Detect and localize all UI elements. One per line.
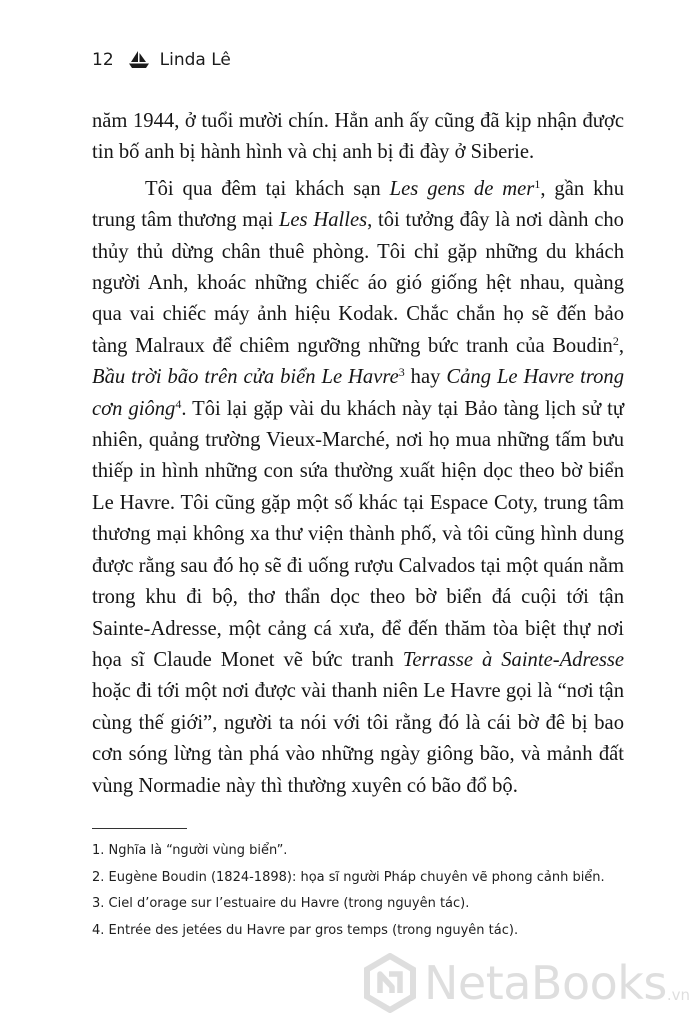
footnote-ref-2: 2: [612, 333, 619, 348]
watermark: [360, 950, 690, 1016]
italic-title-hotel: Les gens de mer: [389, 177, 535, 200]
text-run: , gần khu trung tâm thương mại: [92, 177, 624, 232]
paragraph-1: năm 1944, ở tuổi mười chín. Hẳn anh ấy cũng đã kịp nhận được tin bố anh bị hành hình và chị anh bị đi đày ở Siberie.: [92, 110, 624, 164]
text-run: . Tôi lại gặp vài du khách này tại Bảo tàng lịch sử tự nhiên, quảng trường Vieux-Marché, nơi họ mua những tấm bưu thiếp in hình những con sứa thường xuất hiện dọc theo bờ biển Le Havre. Tôi cũng gặp một số khác tại Espace Coty, trung tâm thương mại không xa thư viện thành phố, và tôi cũng hình dung được rằng sau đó họ sẽ đi uống rượu Calvados tại một quán nằm trong khu đi bộ, thơ thẩn dọc theo bờ biển đá cuội tới tận Sainte-Adresse, một cảng cá xưa, để đến thăm tòa biệt thự nơi họa sĩ Claude Monet vẽ bức tranh: [92, 397, 624, 671]
italic-painting-title-1: Bầu trời bão trên cửa biển Le Havre: [92, 366, 399, 389]
footnotes: [92, 838, 632, 944]
footnote-ref-4: 4: [175, 396, 182, 411]
text-run: hoặc đi tới một nơi được vài thanh niên Le Havre gọi là “nơi tận cùng thế giới”, người ta nói với tôi rằng đó là cái bờ đê bị bao cơn sóng lừng tàn phá vào những ngày giông bão, và mảnh đất vùng Normadie này thì thường xuyên có bão đổ bộ.: [92, 680, 624, 797]
text-run: ,: [618, 334, 624, 357]
footnote-ref-1: 1: [534, 176, 541, 191]
page-number: 12: [92, 50, 114, 70]
italic-painting-title-3: Terrasse à Sainte-Adresse: [402, 648, 624, 671]
italic-les-halles: Les Halles: [278, 209, 368, 232]
footnote-4: 4. Entrée des jetées du Havre par gros temps (trong nguyên tác).: [92, 922, 519, 938]
footnote-1: 1. Nghĩa là “người vùng biển”.: [92, 843, 288, 858]
footnote-ref-3: 3: [398, 365, 405, 380]
footnote-divider: [92, 828, 187, 829]
paragraph-2: [92, 174, 624, 802]
running-header: [92, 46, 231, 74]
text-run: , tôi tưởng đây là nơi dành cho thủy thủ dừng chân thuê phòng. Tôi chỉ gặp những du khách người Anh, khoác những chiếc áo gió giống hệt nhau, quàng qua vai chiếc máy ảnh hiệu Kodak. Chắc chắn họ sẽ đến bảo tàng Malraux để chiêm ngưỡng những bức tranh của Boudin: [92, 209, 624, 357]
footnote-2: 2. Eugène Boudin (1824-1898): họa sĩ người Pháp chuyên vẽ phong cảnh biển.: [92, 869, 605, 885]
text-run: hay: [404, 366, 447, 389]
sailboat-icon: [128, 50, 150, 70]
watermark-text: NetaBooks: [424, 956, 667, 1010]
body-text: [92, 106, 624, 802]
italic-painting-title-2: Cảng Le Havre trong cơn giông: [92, 366, 624, 420]
text-run: Tôi qua đêm tại khách sạn: [145, 177, 390, 200]
author-name: Linda Lê: [159, 50, 231, 70]
footnote-3: 3. Ciel d’orage sur l’estuaire du Havre (trong nguyên tác).: [92, 896, 470, 911]
watermark-suffix: .vn: [666, 986, 691, 1004]
netabooks-logo-icon: [360, 953, 420, 1013]
